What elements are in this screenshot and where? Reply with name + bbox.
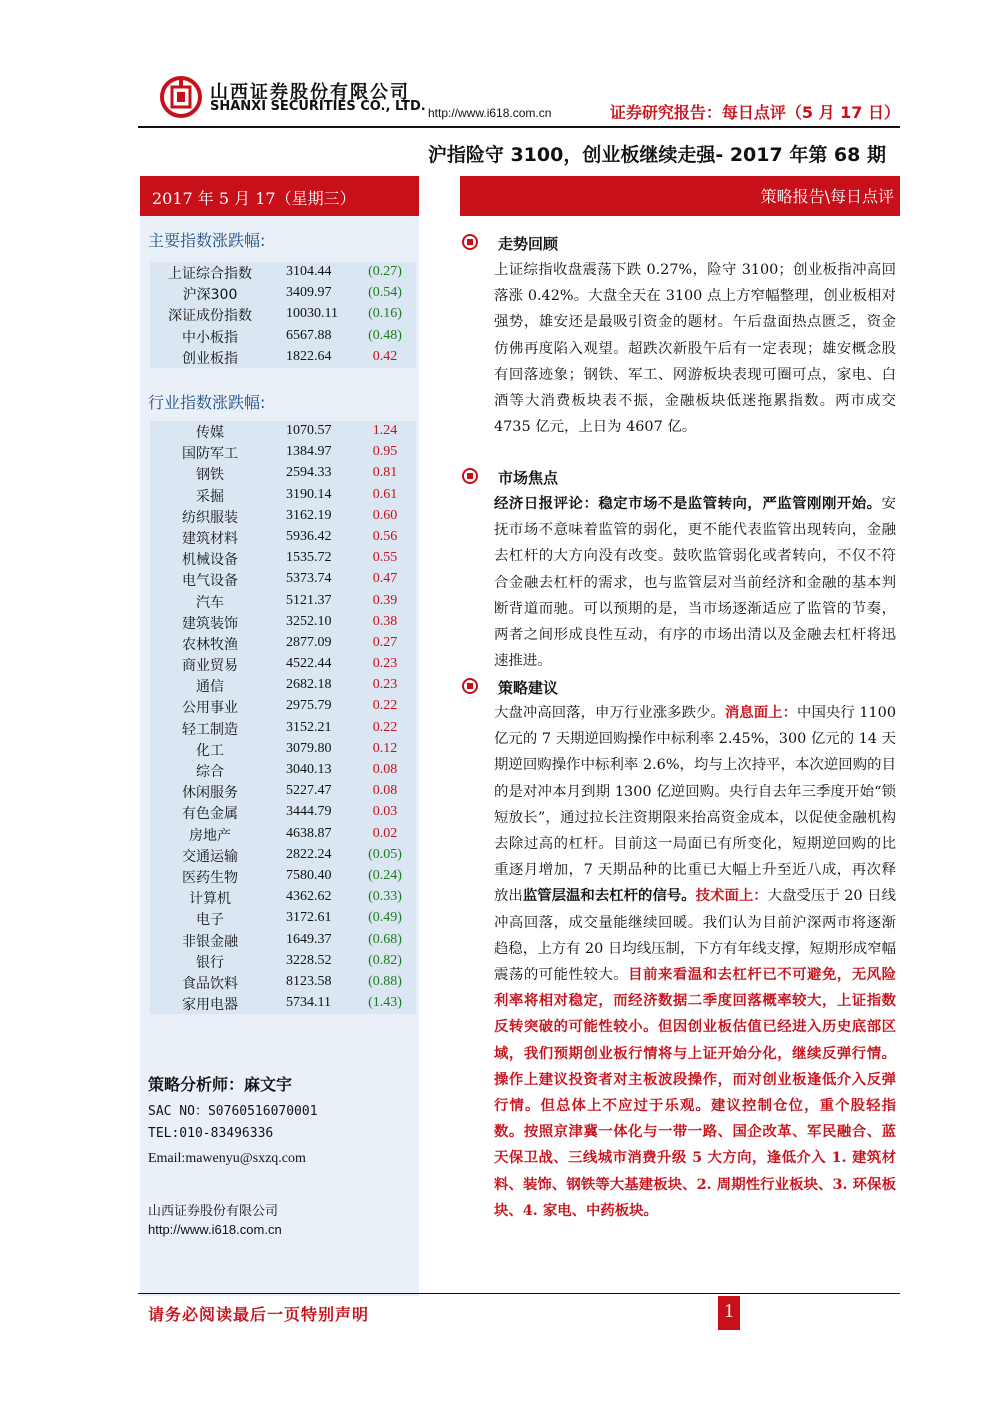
index-change: 0.42 (372, 348, 398, 364)
index-change: (0.16) (368, 306, 402, 322)
main-indices-table (150, 262, 416, 368)
index-change: (0.82) (368, 952, 402, 968)
table-row (150, 463, 416, 484)
strategy-text-3: 大盘受压于 20 日线冲高回落，成交量能继续回暖。我们认为目前沪深两市将逐渐趋稳，上方有 20 日均线压制，下方有年线支撑，短期形成窄幅震荡的可能性较大。 (494, 888, 896, 984)
index-name: 钢铁 (196, 467, 224, 484)
index-name: 轻工制造 (182, 721, 238, 738)
table-row (150, 993, 416, 1014)
table-row (150, 781, 416, 802)
index-value: 5227.47 (286, 783, 332, 799)
index-change: (0.27) (368, 264, 402, 279)
index-name: 电气设备 (182, 573, 238, 590)
company-logo-icon (160, 76, 202, 118)
index-change: 0.27 (372, 634, 398, 650)
index-change: (0.54) (368, 285, 402, 301)
index-name: 通信 (196, 679, 224, 696)
index-value: 3104.44 (286, 264, 332, 279)
table-row (150, 548, 416, 569)
category-bar: 策略报告\每日点评 (460, 176, 900, 216)
index-value: 2822.24 (286, 846, 332, 862)
table-row (150, 262, 416, 283)
index-name: 非银金融 (182, 933, 238, 950)
index-name: 休闲服务 (182, 785, 238, 802)
table-row (150, 951, 416, 972)
report-title: 沪指险守 3100，创业板继续走强- 2017 年第 68 期 (427, 144, 886, 166)
table-row (150, 802, 416, 823)
strategy-recommendation: 目前来看温和去杠杆已不可避免，无风险利率将相对稳定，而经济数据二季度回落概率较大，上证指数反转突破的可能性较小。但因创业板估值已经进入历史底部区域，我们预期创业板行情将与上证开始分化，继续反弹行情。操作上建议投资者对主板波段操作，而对创业板逢低介入反弹行情。但总体上不应过于乐观。建议控制仓位，重个股轻指数。按照京津冀一体化与一带一路、国企改革、军民融合、蓝天保卫战、三线城市消费升级 5 大方向，逢低介入 1. 建筑材料、装饰、钢铁等大基建板块、2. 周期性行业板块、3. 环保板块、4. 家电、中药板块。 (494, 966, 896, 1219)
index-value: 3040.13 (286, 762, 332, 777)
index-name: 传媒 (196, 425, 224, 441)
index-name: 有色金属 (182, 806, 238, 823)
index-name: 上证综合指数 (168, 266, 252, 282)
analyst-name: 策略分析师：麻文宇 (148, 1075, 293, 1094)
index-value: 3228.52 (286, 952, 332, 968)
index-name: 电子 (196, 912, 224, 929)
index-change: 0.38 (372, 613, 398, 629)
index-name: 家用电器 (182, 997, 238, 1014)
table-row (150, 485, 416, 506)
index-value: 7580.40 (286, 867, 332, 883)
index-value: 3252.10 (286, 613, 332, 629)
index-name: 医药生物 (182, 869, 238, 886)
index-value: 4522.44 (286, 656, 332, 672)
table-row (150, 569, 416, 590)
table-row (150, 442, 416, 463)
main-indices-heading: 主要指数涨跌幅: (148, 231, 266, 250)
analyst-phone: TEL:010-83496336 (148, 1126, 274, 1141)
index-value: 2682.18 (286, 677, 332, 693)
sidebar-url-link[interactable]: http://www.i618.com.cn (148, 1222, 282, 1237)
table-row (150, 283, 416, 304)
index-value: 6567.88 (286, 327, 332, 343)
index-value: 4362.62 (286, 889, 332, 905)
index-value: 1649.37 (286, 931, 332, 947)
index-value: 2594.33 (286, 465, 332, 481)
strategy-text-2: 中国央行 1100 亿元的 7 天期逆回购操作中标利率 2.45%，300 亿元的 14 天期逆回购操作中标利率 2.6%，均与上次持平，本次逆回购的目的是对冲本月到期 1300 亿逆回购。央行自去年三季度开始“锁短放长”，通过拉长注资期限来抬高资金成本，以促使金融机构去除过高的杠杆。目前这一局面已有所变化，短期逆回购的比重逐月增加，7 天期品种的比重已大幅上升至近八成，再次释放出 (494, 705, 896, 905)
section-bullet-icon (462, 678, 478, 694)
table-row (150, 654, 416, 675)
index-value: 5734.11 (286, 995, 331, 1011)
index-name: 国防军工 (182, 446, 238, 463)
focus-headline: 经济日报评论：稳定市场不是监管转向，严监管刚刚开始。 (494, 495, 882, 512)
index-name: 计算机 (189, 891, 231, 908)
index-name: 商业贸易 (182, 658, 238, 675)
index-value: 1070.57 (286, 423, 332, 438)
index-name: 深证成份指数 (168, 308, 252, 325)
table-row (150, 591, 416, 612)
index-name: 中小板指 (182, 329, 238, 346)
index-value: 1535.72 (286, 550, 332, 566)
analyst-sac-number: SAC NO：S0760516070001 (148, 1104, 318, 1119)
index-change: (0.68) (368, 931, 402, 947)
index-name: 食品饮料 (182, 975, 238, 992)
table-row (150, 506, 416, 527)
date-bar: 2017 年 5 月 17（星期三） (140, 176, 419, 216)
index-value: 8123.58 (286, 973, 332, 989)
company-name-en: SHANXI SECURITIES CO., LTD. (210, 99, 426, 114)
industry-indices-heading: 行业指数涨跌幅: (148, 393, 266, 412)
disclaimer-note: 请务必阅读最后一页特别声明 (148, 1305, 370, 1324)
index-value: 3444.79 (286, 804, 332, 820)
index-change: 0.12 (372, 740, 398, 756)
technical-label: 技术面上： (695, 887, 768, 905)
table-row (150, 972, 416, 993)
table-row (150, 887, 416, 908)
company-name-cn: 山西证券股份有限公司 (210, 82, 410, 103)
table-row (150, 930, 416, 951)
index-name: 农林牧渔 (182, 636, 238, 653)
index-value: 3079.80 (286, 740, 332, 756)
index-name: 化工 (196, 742, 224, 759)
focus-text: 安抚市场不意味着监管的弱化，更不能代表监管出现转向，金融去杠杆的大方向没有改变。鼓吹监管弱化或者转向，不仅不符合金融去杠杆的需求，也与监管层对当前经济和金融的基本判断背道而驰。可以预期的是，当市场逐渐适应了监管的节奏，两者之间形成良性互动，有序的市场出清以及金融去杠杆将迅速推进。 (494, 496, 896, 670)
footer-divider (138, 1293, 900, 1294)
index-change: 1.24 (372, 423, 398, 438)
table-row (150, 845, 416, 866)
index-change: 0.60 (372, 507, 398, 523)
index-change: (0.48) (368, 327, 402, 343)
index-change: (0.88) (368, 973, 402, 989)
index-name: 沪深300 (182, 287, 238, 304)
index-value: 3152.21 (286, 719, 332, 735)
table-row (150, 760, 416, 781)
index-value: 4638.87 (286, 825, 332, 841)
page-number: 1 (718, 1296, 740, 1330)
table-row (150, 421, 416, 442)
focus-section-title: 市场焦点 (498, 469, 559, 487)
index-change: 0.22 (372, 698, 398, 714)
index-value: 3162.19 (286, 507, 332, 523)
table-row (150, 866, 416, 887)
index-name: 公用事业 (182, 700, 238, 717)
index-value: 10030.11 (286, 306, 338, 322)
table-row (150, 347, 416, 368)
section-bullet-icon (462, 468, 478, 484)
index-name: 银行 (196, 954, 224, 971)
index-change: (0.24) (368, 867, 402, 883)
index-name: 建筑材料 (182, 530, 238, 547)
strategy-paragraph (464, 700, 896, 1224)
index-value: 3172.61 (286, 910, 332, 926)
table-row (150, 527, 416, 548)
index-name: 创业板指 (182, 350, 238, 367)
index-value: 3190.14 (286, 486, 332, 502)
index-value: 2975.79 (286, 698, 332, 714)
table-row (150, 675, 416, 696)
trend-section-title: 走势回顾 (498, 235, 559, 253)
section-bullet-icon (462, 234, 478, 250)
table-row (150, 304, 416, 325)
sidebar-company-name: 山西证券股份有限公司 (148, 1204, 279, 1219)
index-value: 5373.74 (286, 571, 332, 587)
index-value: 1384.97 (286, 444, 332, 460)
index-name: 纺织服装 (182, 509, 238, 526)
analyst-email[interactable]: Email:mawenyu@sxzq.com (148, 1151, 306, 1166)
index-value: 5936.42 (286, 528, 332, 544)
header-divider (138, 126, 900, 128)
industry-indices-table (150, 421, 416, 1014)
index-change: 0.02 (372, 825, 398, 841)
trend-paragraph (464, 257, 896, 440)
strategy-section-title: 策略建议 (498, 679, 559, 697)
table-row (150, 824, 416, 845)
table-row (150, 718, 416, 739)
index-change: 0.55 (372, 550, 398, 566)
index-change: 0.81 (372, 465, 398, 481)
index-name: 机械设备 (182, 552, 238, 569)
table-row (150, 696, 416, 717)
index-change: 0.08 (372, 762, 398, 777)
strategy-text-1: 大盘冲高回落，申万行业涨多跌少。 (494, 705, 725, 721)
index-value: 2877.09 (286, 634, 332, 650)
table-row (150, 326, 416, 347)
index-change: 0.95 (372, 444, 398, 460)
focus-paragraph (464, 491, 896, 674)
index-change: (0.05) (368, 846, 402, 862)
index-value: 1822.64 (286, 348, 332, 364)
strategy-bold-signal: 监管层温和去杠杆的信号。 (522, 887, 696, 905)
index-name: 建筑装饰 (182, 615, 238, 632)
header-url-link[interactable]: http://www.i618.com.cn (428, 106, 552, 120)
index-change: 0.22 (372, 719, 398, 735)
report-type-label: 证券研究报告：每日点评（5 月 17 日） (609, 103, 900, 122)
index-change: (1.43) (368, 995, 402, 1011)
index-change: 0.47 (372, 571, 398, 587)
index-change: (0.33) (368, 889, 402, 905)
news-label: 消息面上： (724, 704, 798, 721)
table-row (150, 612, 416, 633)
index-change: 0.23 (372, 677, 398, 693)
trend-text: 上证综指收盘震荡下跌 0.27%，险守 3100；创业板指冲高回落涨 0.42%。大盘全天在 3100 点上方窄幅整理，创业板相对强势，雄安还是最吸引资金的题材。午后盘面热点匮乏，资金仿佛再度陷入观望。超跌次新股午后有一定表现；雄安概念股有回落迹象；钢铁、军工、网游板块表现可圈可点，家电、白酒等大消费板块表不振，金融板块低迷拖累指数。两市成交 4735 亿元，上日为 4607 亿。 (494, 262, 896, 436)
index-change: 0.56 (372, 528, 398, 544)
index-value: 3409.97 (286, 285, 332, 301)
index-change: 0.23 (372, 656, 398, 672)
table-row (150, 739, 416, 760)
index-name: 采掘 (196, 488, 224, 505)
index-value: 5121.37 (286, 592, 332, 608)
index-change: 0.03 (372, 804, 398, 820)
index-change: 0.61 (372, 486, 398, 502)
index-name: 综合 (196, 764, 224, 780)
table-row (150, 908, 416, 929)
table-row (150, 633, 416, 654)
index-name: 汽车 (196, 594, 224, 611)
index-change: (0.49) (368, 910, 402, 926)
index-name: 交通运输 (182, 848, 238, 865)
index-name: 房地产 (189, 827, 231, 844)
index-change: 0.39 (372, 592, 398, 608)
index-change: 0.08 (372, 783, 398, 799)
